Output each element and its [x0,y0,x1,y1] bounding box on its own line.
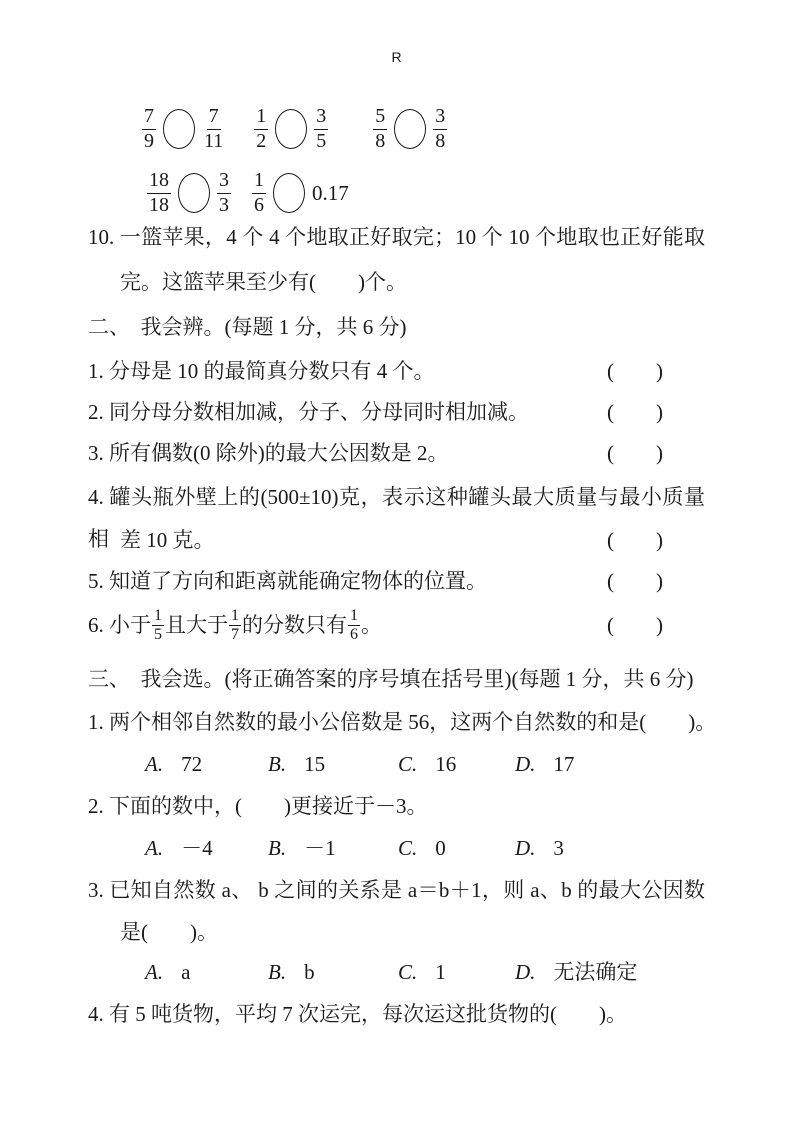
judge-item-5 [88,560,705,602]
fraction: $\frac{3}{3}$ [219,168,229,216]
option-a: A. －4 [145,836,213,860]
fraction: $\frac{7}{9}$ [144,104,154,152]
fraction: $\frac{1}{5}$ [154,606,162,643]
answer-bracket: ( ) [607,528,663,552]
fraction: $\frac{1}{6}$ [350,606,358,643]
section-judge-header: 二、 我会辨。(每题 1 分，共 6 分) [88,315,407,339]
judge-item-text: 5. 知道了方向和距离就能确定物体的位置。 [88,569,487,593]
option-c: C. 0 [398,836,446,860]
question-10-line2: 完。这篮苹果至少有( )个。 [120,270,407,294]
choice-q3-line1: 3. 已知自然数 a、 b 之间的关系是 a＝b＋1，则 a、b 的最大公因数 [88,878,705,902]
option-a: A. 72 [145,752,203,776]
compare-pair [254,105,328,153]
fraction: $\frac{1}{6}$ [254,168,264,216]
fraction: $\frac{1}{7}$ [231,606,239,643]
choice-q1-options [88,743,705,785]
option-b: B. －1 [268,836,336,860]
judge-item-text: 2. 同分母分数相加减，分子、分母同时相加减。 [88,400,529,424]
judge-item-text: 1. 分母是 10 的最简真分数只有 4 个。 [88,359,435,383]
judge-item-1 [88,350,705,392]
compare-row-1 [142,100,447,158]
answer-bracket: ( ) [607,613,663,637]
judge-item-text: 差 10 克。 [120,528,215,552]
compare-pair [373,105,447,153]
choice-q3-line2: 是( )。 [120,920,218,944]
judge-item-2 [88,391,705,433]
compare-circle [273,173,305,213]
choice-q3-options [88,951,705,993]
choice-q4-text: 4. 有 5 吨货物，平均 7 次运完，每次运这批货物的( )。 [88,1002,627,1026]
decimal-value: 0.17 [312,180,349,205]
option-d: D. 无法确定 [515,960,638,984]
fraction: $\frac{1}{2}$ [256,104,267,152]
judge-item-4-line2 [88,519,705,561]
compare-circle [275,109,307,149]
judge-item-3 [88,432,705,474]
option-b: B. b [268,960,315,984]
compare-pair [252,169,349,217]
choice-q2-options [88,827,705,869]
option-c: C. 1 [398,960,446,984]
compare-pair [147,169,231,217]
judge-item-text: 3. 所有偶数(0 除外)的最大公因数是 2。 [88,441,449,465]
option-b: B. 15 [268,752,326,776]
answer-bracket: ( ) [607,569,663,593]
fraction: $\frac{3}{5}$ [316,104,327,152]
choice-q1-text: 1. 两个相邻自然数的最小公倍数是 56，这两个自然数的和是( )。 [88,710,717,734]
compare-circle [163,109,195,149]
compare-row-2 [147,164,349,222]
fraction: $\frac{18}{18}$ [149,168,169,216]
answer-bracket: ( ) [607,441,663,465]
option-c: C. 16 [398,752,457,776]
compare-circle [394,109,426,149]
judge-item-text: 6. 小于 $\frac{1}{5}$ 且大于 $\frac{1}{7}$ 的分数只有 $\frac{1}{6}$ 。 [88,606,382,643]
question-10-line1: 10. 一篮苹果，4 个 4 个地取正好取完；10 个 10 个地取也正好能取 [88,225,705,249]
choice-q2-text: 2. 下面的数中，( )更接近于－3。 [88,794,428,818]
corner-mark: R [391,49,402,65]
option-d: D. 3 [515,836,564,860]
fraction: $\frac{5}{8}$ [375,104,386,152]
section-choice-header: 三、 我会选。(将正确答案的序号填在括号里)(每题 1 分，共 6 分) [88,667,694,691]
option-a: A. a [145,960,191,984]
compare-circle [178,173,210,213]
fraction: $\frac{3}{8}$ [435,104,446,152]
option-d: D. 17 [515,752,575,776]
compare-pair [142,105,225,153]
judge-item-4-line1: 4. 罐头瓶外壁上的(500±10)克，表示这种罐头最大质量与最小质量相 [88,485,705,551]
answer-bracket: ( ) [607,400,663,424]
fraction: $\frac{7}{11}$ [204,104,224,152]
judge-item-6 [88,597,705,653]
answer-bracket: ( ) [607,359,663,383]
